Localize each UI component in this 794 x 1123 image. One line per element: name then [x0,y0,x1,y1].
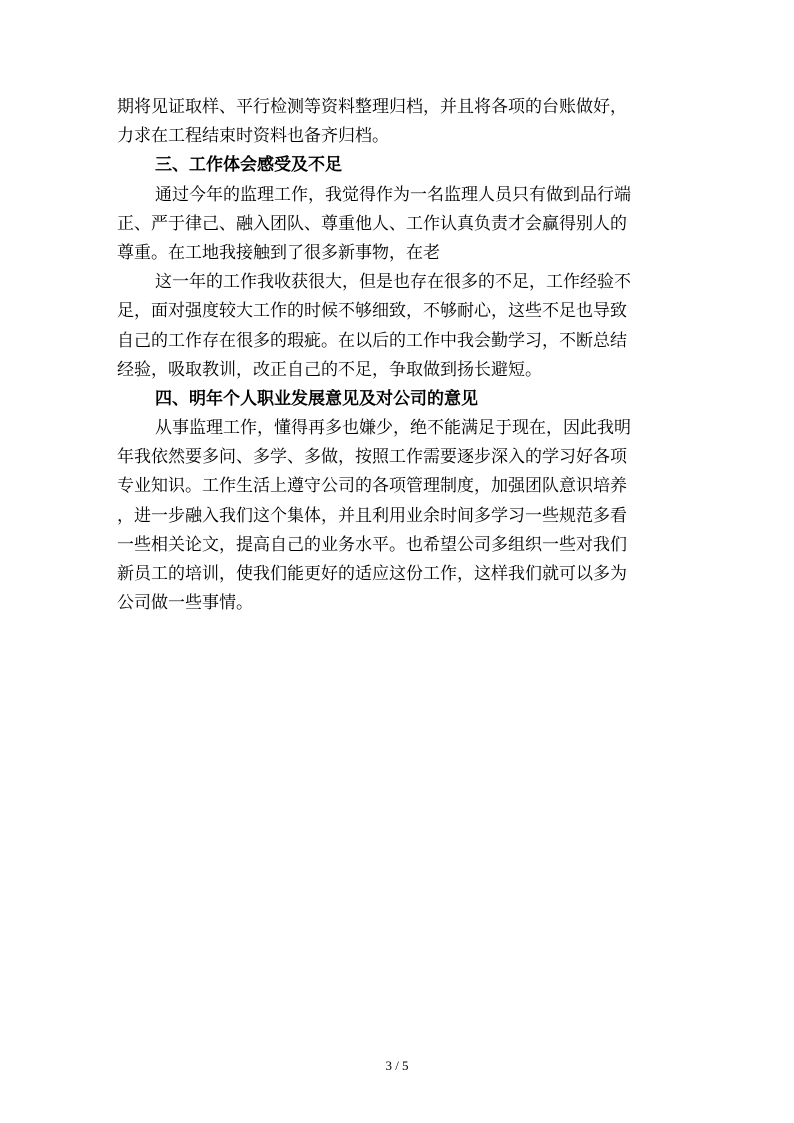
section-heading: 四、明年个人职业发展意见及对公司的意见 [155,388,478,409]
body-text-line: 力求在工程结束时资料也备齐归档。 [117,126,389,147]
body-text-line: 专业知识。工作生活上遵守公司的各项管理制度，加强团队意识培养 [117,476,627,497]
body-text-line: 足，面对强度较大工作的时候不够细致，不够耐心，这些不足也导致 [117,301,627,322]
paragraph-first-line: 这一年的工作我收获很大，但是也存在很多的不足，工作经验不 [155,272,631,293]
section-heading: 三、工作体会感受及不足 [155,155,342,176]
page-number: 3 / 5 [385,1058,409,1073]
body-text-line: 尊重。在工地我接触到了很多新事物，在老 [117,242,440,263]
body-text-line: 自己的工作存在很多的瑕疵。在以后的工作中我会勤学习，不断总结 [117,330,627,351]
body-text-line: 期将见证取样、平行检测等资料整理归档，并且将各项的台账做好， [117,97,627,117]
body-text-line: 经验，吸取教训，改正自己的不足，争取做到扬长避短。 [117,359,542,380]
body-text-line: 正、严于律己、融入团队、尊重他人、工作认真负责才会赢得别人的 [117,213,627,234]
body-text-line: 公司做一些事情。 [117,593,253,614]
document-body [117,93,677,618]
body-text-line: 一些相关论文，提高自己的业务水平。也希望公司多组织一些对我们 [117,534,627,555]
body-text-line: 年我依然要多问、多学、多做，按照工作需要逐步深入的学习好各项 [117,447,627,468]
body-text-line: ，进一步融入我们这个集体，并且利用业余时间多学习一些规范多看 [117,505,627,526]
body-text-line: 新员工的培训，使我们能更好的适应这份工作，这样我们就可以多为 [117,564,627,584]
paragraph-first-line: 从事监理工作，懂得再多也嫌少，绝不能满足于现在，因此我明 [155,418,631,439]
paragraph-first-line: 通过今年的监理工作，我觉得作为一名监理人员只有做到品行端 [155,184,631,205]
